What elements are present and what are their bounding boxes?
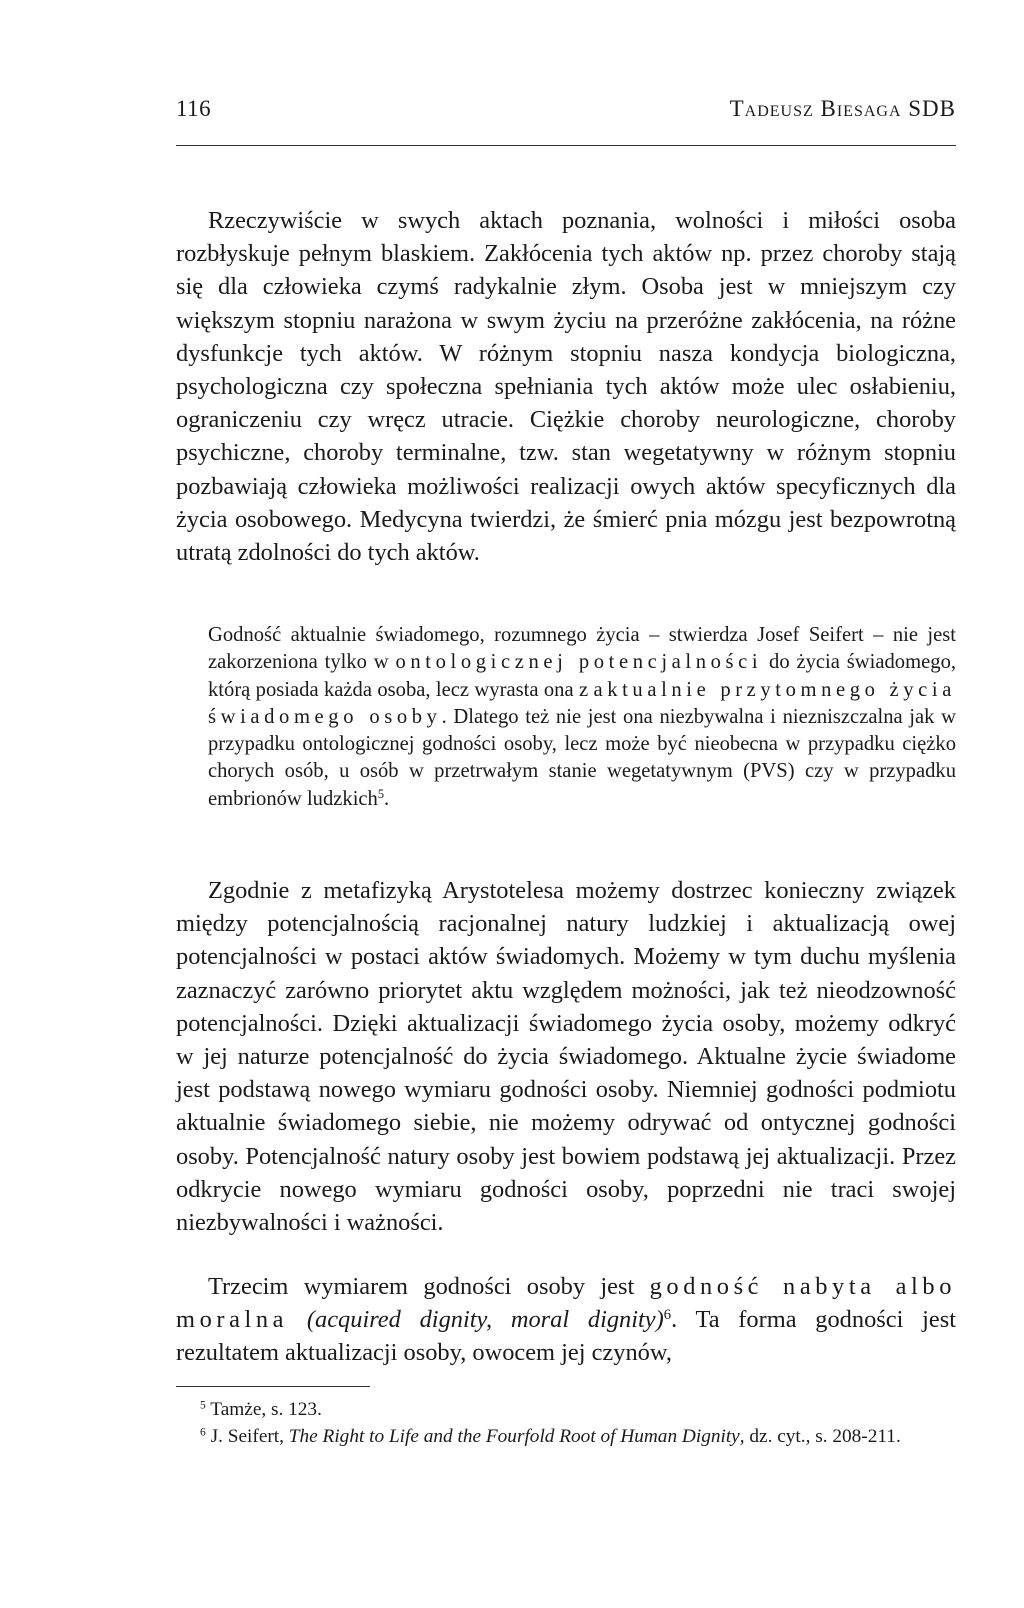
page-number: 116 bbox=[176, 96, 212, 121]
paragraph-3-italic: (acquired dignity, moral dignity) bbox=[306, 1306, 664, 1334]
block-quote-text bbox=[208, 622, 956, 813]
quote-part-3: . Dlatego też nie jest ona niezbywalna i niezniszczalna jak w przypadku ontologicznej godności osoby, lecz może być nieobecna w przypadku ciężko chorych osób, u osób w przetrwałym stanie wegetatywnym (PVS) czy w przypadku embrionów ludzkich bbox=[208, 705, 957, 810]
footnote-6 bbox=[176, 1423, 956, 1450]
footnote-6-title: The Right to Life and the Fourfold Root of Human Dignity bbox=[288, 1426, 740, 1447]
quote-part-2: do życia świadomego, którą posiada każda osoba, lecz wyrasta ona z bbox=[208, 651, 957, 701]
paragraph-1 bbox=[176, 204, 956, 569]
block-quote bbox=[208, 622, 956, 813]
footnote-5 bbox=[176, 1396, 956, 1423]
footnote-6-prefix: J. Seifert, bbox=[205, 1426, 289, 1447]
quote-spaced-1: ontologicznej potencjalności bbox=[395, 651, 763, 674]
paragraph-3-part-1: Trzecim wymiarem godności osoby jest bbox=[208, 1273, 650, 1300]
footnote-6-suffix: , dz. cyt., s. 208-211. bbox=[739, 1426, 901, 1447]
footnotes bbox=[176, 1396, 956, 1450]
footnote-5-text: Tamże, s. 123. bbox=[205, 1399, 322, 1420]
quote-part-1: Godność aktualnie świadomego, rozumnego życia – stwierdza Josef Seifert – nie jest zakorzeniona tylko w bbox=[208, 624, 956, 674]
paragraph-2-text: Zgodnie z metafizyką Arystotelesa możemy dostrzec konieczny związek między potencjalnością racjonalnej natury ludzkiej i aktualizacją owej potencjalności w postaci aktów świadomych. Możemy w tym duchu myślenia zaznaczyć zarówno priorytet aktu względem możności, jak też nieodzowność potencjalności. Dzięki aktualizacji świadomego życia osoby, możemy odkryć w jej naturze potencjalność do życia świadomego. Aktualne życie świadome jest podstawą nowego wymiaru godności osoby. Niemniej godności podmiotu aktualnie świadomego siebie, nie możemy odrywać od ontycznej godności osoby. Potencjalność natury osoby jest bowiem podstawą jej aktualizacji. Przez odkrycie nowego wymiaru godności osoby, poprzedni nie traci swojej niezbywalności i ważności. bbox=[176, 877, 956, 1237]
running-head: Tadeusz Biesaga SDB bbox=[729, 96, 956, 121]
page-header bbox=[176, 96, 956, 136]
paragraph-1-text: Rzeczywiście w swych aktach poznania, wolności i miłości osoba rozbłyskuje pełnym blaskiem. Zakłócenia tych aktów np. przez choroby stają się dla człowieka czymś radykalnie złym. Osoba jest w mniejszym czy większym stopniu narażona w swym życiu na przeróżne zakłócenia, na różne dysfunkcje tych aktów. W różnym stopniu nasza kondycja biologiczna, psychologiczna czy społeczna spełniania tych aktów może ulec osłabieniu, ograniczeniu czy wręcz utracie. Ciężkie choroby neurologiczne, choroby psychiczne, choroby terminalne, tzw. stan wegetatywny w różnym stopniu pozbawiają człowieka możliwości realizacji owych aktów specyficznych dla życia osobowego. Medycyna twierdzi, że śmierć pnia mózgu jest bezpowrotną utratą zdolności do tych aktów. bbox=[176, 207, 956, 567]
paragraph-3-spaced: godność nabyta albo moralna bbox=[176, 1273, 956, 1334]
quote-spaced-2: aktualnie przytomnego życia świadomego osoby bbox=[208, 678, 956, 728]
footnote-5-number: 5 bbox=[200, 1398, 206, 1412]
paragraph-3 bbox=[176, 1270, 956, 1370]
paragraph-3-text bbox=[176, 1270, 956, 1370]
footnote-6-number: 6 bbox=[200, 1425, 206, 1439]
footnote-ref-5[interactable]: 5 bbox=[377, 786, 385, 801]
quote-end: . bbox=[384, 787, 390, 810]
footnote-rule bbox=[176, 1386, 370, 1387]
paragraph-2 bbox=[176, 874, 956, 1239]
paragraph-3-part-2 bbox=[288, 1306, 307, 1333]
header-rule bbox=[176, 145, 956, 146]
footnote-ref-6[interactable]: 6 bbox=[663, 1307, 672, 1324]
paragraph-3-part-3: . Ta forma godności jest rezultatem aktualizacji osoby, owocem jej czynów, bbox=[176, 1306, 957, 1367]
